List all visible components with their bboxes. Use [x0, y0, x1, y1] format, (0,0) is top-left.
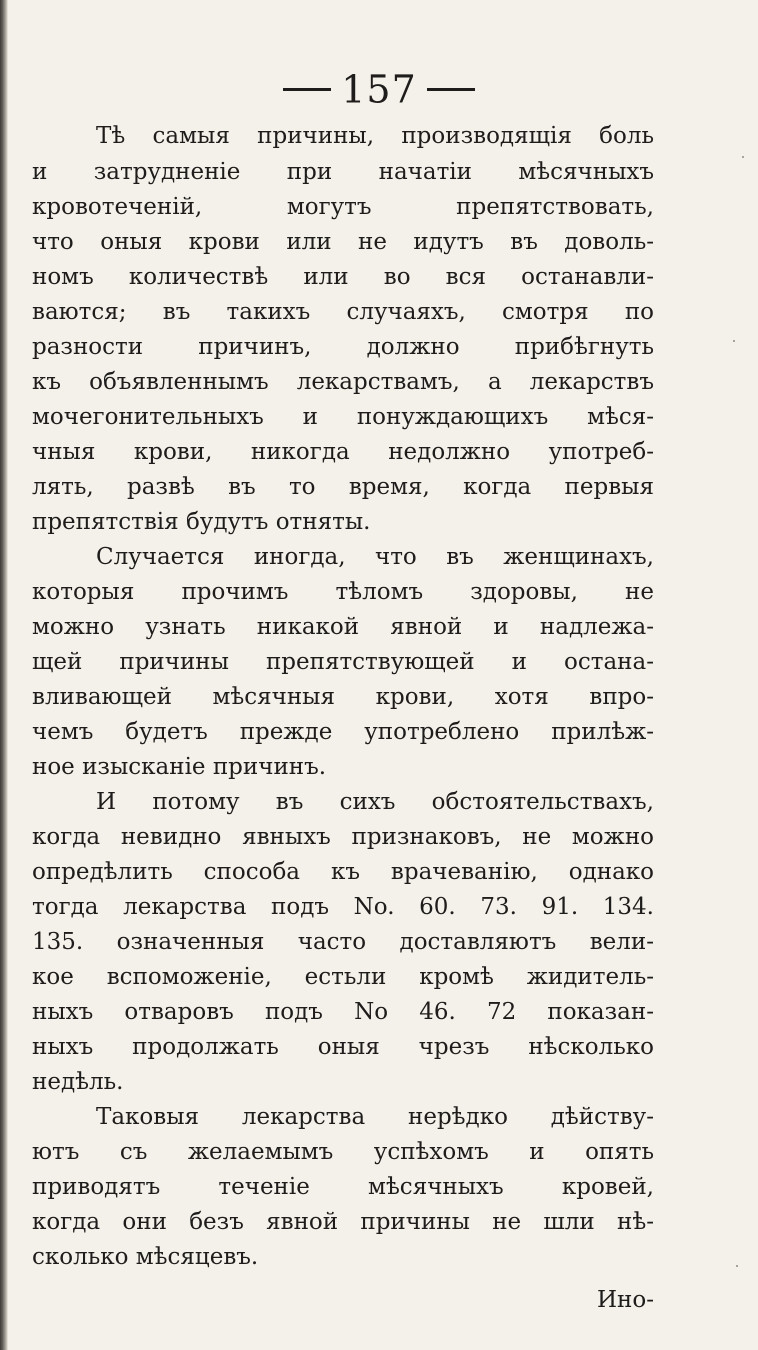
- text-line: мочегонительныхъ и понуждающихъ мѣся-: [32, 404, 654, 430]
- text-line: номъ количествѣ или во вся останавли-: [32, 264, 654, 290]
- text-line: разности причинъ, должно прибѣгнуть: [32, 334, 654, 360]
- text-line: когда они безъ явной причины не шли нѣ-: [32, 1209, 654, 1235]
- text-line: вливающей мѣсячныя крови, хотя впро-: [32, 684, 654, 710]
- text-line: Таковыя лекарства нерѣдко дѣйству-: [96, 1104, 654, 1130]
- text-line: къ объявленнымъ лекарствамъ, а лекарствъ: [32, 369, 654, 395]
- text-line: щей причины препятствующей и остана-: [32, 649, 654, 675]
- text-line: кровотеченій, могутъ препятствовать,: [32, 194, 654, 220]
- text-line: ютъ съ желаемымъ успѣхомъ и опять: [32, 1139, 654, 1165]
- text-line: которыя прочимъ тѣломъ здоровы, не: [32, 579, 654, 605]
- catchword: Ино-: [596, 1287, 654, 1313]
- text-line: чемъ будетъ прежде употреблено прилѣж-: [32, 719, 654, 745]
- text-line: недѣль.: [32, 1069, 124, 1095]
- text-line: можно узнать никакой явной и надлежа-: [32, 614, 654, 640]
- text-line: и затрудненіе при начатіи мѣсячныхъ: [32, 159, 654, 185]
- paper-speck: [736, 1265, 738, 1267]
- page-binding-edge: [0, 0, 8, 1350]
- text-line: ныхъ продолжать оныя чрезъ нѣсколько: [32, 1034, 654, 1060]
- text-line: сколько мѣсяцевъ.: [32, 1244, 259, 1270]
- text-line: кое вспоможеніе, естьли кромѣ жидитель-: [32, 964, 654, 990]
- text-line: лять, развѣ въ то время, когда первыя: [32, 474, 654, 500]
- text-line: что оныя крови или не идутъ въ доволь-: [32, 229, 654, 255]
- text-line: И потому въ сихъ обстоятельствахъ,: [96, 789, 654, 815]
- text-line: когда невидно явныхъ признаковъ, не можно: [32, 824, 654, 850]
- paper-speck: [742, 156, 744, 158]
- text-line: опредѣлить способа къ врачеванію, однако: [32, 859, 654, 885]
- paper-speck: [733, 340, 735, 342]
- text-line: тогда лекарства подъ No. 60. 73. 91. 134.: [32, 894, 654, 920]
- page-number: 157: [341, 67, 417, 112]
- text-line: Тѣ самыя причины, производящія боль: [96, 123, 654, 149]
- text-line: препятствія будутъ отняты.: [32, 509, 371, 535]
- text-line: чныя крови, никогда недолжно употреб-: [32, 439, 654, 465]
- text-line: ныхъ отваровъ подъ No 46. 72 показан-: [32, 999, 654, 1025]
- page-header: [0, 62, 758, 110]
- text-line: приводятъ теченіе мѣсячныхъ кровей,: [32, 1174, 654, 1200]
- text-line: ваются; въ такихъ случаяхъ, смотря по: [32, 299, 654, 325]
- text-line: 135. означенныя часто доставляютъ вели-: [32, 929, 654, 955]
- text-line: ное изысканіе причинъ.: [32, 754, 327, 780]
- header-dash-right: [427, 88, 475, 91]
- header-dash-left: [283, 88, 331, 91]
- text-line: Случается иногда, что въ женщинахъ,: [96, 544, 654, 570]
